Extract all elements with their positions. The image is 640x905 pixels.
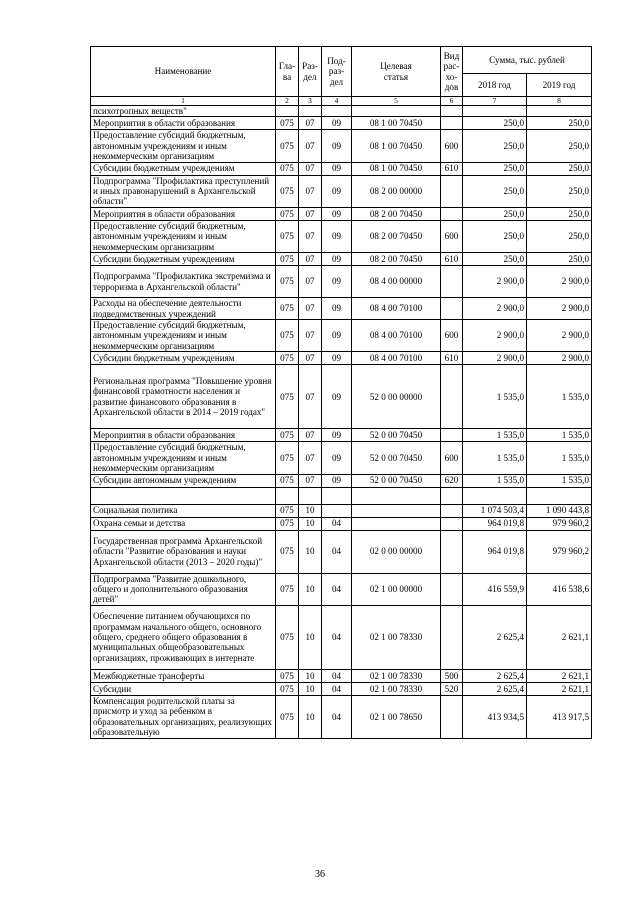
row-2019-value: 2 621,1: [527, 605, 592, 669]
row-name-cell: [91, 487, 276, 504]
row-vid-cell: [441, 207, 463, 220]
row-target-cell: [352, 487, 441, 504]
table-row: [91, 352, 592, 365]
row-2018-value: 2 900,0: [463, 298, 527, 320]
column-number: 8: [527, 97, 592, 106]
table-row: [91, 669, 592, 682]
row-glava-cell: 075: [276, 117, 299, 130]
row-target-cell: 02 1 00 78650: [352, 695, 441, 738]
row-target-cell: [352, 504, 441, 517]
row-target-cell: [352, 106, 441, 117]
row-vid-cell: [441, 605, 463, 669]
row-2019-value: 1 535,0: [527, 442, 592, 474]
row-name-cell: Субсидии бюджетным учреждениям: [91, 253, 276, 266]
row-name-cell: Межбюджетные трансферты: [91, 669, 276, 682]
row-name-cell: Субсидии: [91, 682, 276, 695]
row-vid-cell: [441, 365, 463, 429]
row-vid-cell: 600: [441, 220, 463, 252]
row-2018-value: 2 625,4: [463, 605, 527, 669]
row-podrazdel-cell: 04: [322, 682, 352, 695]
row-razdel-cell: 07: [299, 365, 322, 429]
header-year-2019: 2019 год: [527, 74, 592, 97]
row-razdel-cell: [299, 106, 322, 117]
row-target-cell: 08 2 00 00000: [352, 175, 441, 207]
table-body: [91, 106, 592, 739]
row-podrazdel-cell: 09: [322, 298, 352, 320]
table-row: [91, 175, 592, 207]
row-2019-value: 979 960,2: [527, 517, 592, 530]
row-podrazdel-cell: 04: [322, 695, 352, 738]
row-razdel-cell: 10: [299, 605, 322, 669]
row-2019-value: 1 535,0: [527, 429, 592, 442]
row-2018-value: [463, 106, 527, 117]
table-row: [91, 695, 592, 738]
row-2019-value: 2 900,0: [527, 298, 592, 320]
row-razdel-cell: 07: [299, 162, 322, 175]
row-glava-cell: 075: [276, 517, 299, 530]
row-2019-value: 416 538,6: [527, 573, 592, 605]
row-razdel-cell: 07: [299, 207, 322, 220]
row-razdel-cell: 10: [299, 669, 322, 682]
row-razdel-cell: 10: [299, 573, 322, 605]
row-vid-cell: 600: [441, 130, 463, 162]
row-vid-cell: [441, 530, 463, 573]
row-2019-value: [527, 487, 592, 504]
row-target-cell: 08 1 00 70450: [352, 162, 441, 175]
row-2019-value: 250,0: [527, 130, 592, 162]
row-razdel-cell: 07: [299, 130, 322, 162]
row-2018-value: 250,0: [463, 175, 527, 207]
table-row: [91, 220, 592, 252]
row-name-cell: Компенсация родительской платы за присмотр и уход за ребенком в образовательных организациях, реализующих образовательную: [91, 695, 276, 738]
row-2019-value: 250,0: [527, 175, 592, 207]
row-name-cell: Государственная программа Архангельской области "Развитие образования и науки Архангельской области (2013 – 2020 годы)": [91, 530, 276, 573]
row-vid-cell: [441, 517, 463, 530]
row-target-cell: 08 1 00 70450: [352, 130, 441, 162]
row-glava-cell: [276, 106, 299, 117]
row-glava-cell: 075: [276, 253, 299, 266]
row-vid-cell: [441, 175, 463, 207]
row-razdel-cell: [299, 487, 322, 504]
table-row: [91, 298, 592, 320]
table-row: [91, 106, 592, 117]
row-2018-value: [463, 487, 527, 504]
row-name-cell: Расходы на обеспечение деятельности подведомственных учреждений: [91, 298, 276, 320]
row-2018-value: 964 019,8: [463, 517, 527, 530]
row-vid-cell: [441, 504, 463, 517]
row-glava-cell: 075: [276, 298, 299, 320]
row-2018-value: 2 625,4: [463, 669, 527, 682]
row-vid-cell: [441, 266, 463, 298]
table-row: [91, 474, 592, 487]
row-2018-value: 1 535,0: [463, 365, 527, 429]
row-2018-value: 1 074 503,4: [463, 504, 527, 517]
row-name-cell: Предоставление субсидий бюджетным, автономным учреждениям и иным некоммерческим организациям: [91, 320, 276, 352]
table-row: [91, 605, 592, 669]
row-podrazdel-cell: 04: [322, 605, 352, 669]
row-vid-cell: 600: [441, 320, 463, 352]
row-vid-cell: [441, 695, 463, 738]
row-name-cell: Мероприятия в области образования: [91, 117, 276, 130]
row-target-cell: 52 0 00 70450: [352, 474, 441, 487]
table-row: [91, 573, 592, 605]
row-vid-cell: 610: [441, 162, 463, 175]
row-name-cell: Мероприятия в области образования: [91, 207, 276, 220]
row-vid-cell: 610: [441, 352, 463, 365]
row-2019-value: 1 535,0: [527, 474, 592, 487]
table-row: [91, 207, 592, 220]
row-name-cell: психотропных веществ": [91, 106, 276, 117]
row-target-cell: 52 0 00 70450: [352, 442, 441, 474]
row-glava-cell: 075: [276, 175, 299, 207]
row-glava-cell: 075: [276, 320, 299, 352]
row-name-cell: Предоставление субсидий бюджетным, автономным учреждениям и иным некоммерческим организациям: [91, 220, 276, 252]
row-name-cell: Обеспечение питанием обучающихся по программам начального общего, основного общего, среднего общего образования в муниципальных общеобразовательных организациях, проживающих в интернате: [91, 605, 276, 669]
row-2018-value: 2 900,0: [463, 266, 527, 298]
row-target-cell: 52 0 00 00000: [352, 365, 441, 429]
table-row: [91, 253, 592, 266]
row-podrazdel-cell: 09: [322, 130, 352, 162]
header-target: [352, 47, 441, 97]
row-vid-cell: [441, 117, 463, 130]
row-vid-cell: 520: [441, 682, 463, 695]
row-razdel-cell: 07: [299, 298, 322, 320]
row-2019-value: 250,0: [527, 220, 592, 252]
row-podrazdel-cell: 09: [322, 442, 352, 474]
row-podrazdel-cell: 09: [322, 207, 352, 220]
table-row: [91, 130, 592, 162]
row-name-cell: Охрана семьи и детства: [91, 517, 276, 530]
budget-table: [90, 46, 592, 739]
row-2018-value: 250,0: [463, 130, 527, 162]
row-vid-cell: [441, 487, 463, 504]
row-razdel-cell: 07: [299, 429, 322, 442]
table-row: [91, 442, 592, 474]
row-podrazdel-cell: 09: [322, 320, 352, 352]
row-name-cell: Мероприятия в области образования: [91, 429, 276, 442]
row-glava-cell: 075: [276, 220, 299, 252]
row-2018-value: 1 535,0: [463, 429, 527, 442]
header-podrazdel-text: Под- раз- дел: [327, 55, 346, 87]
row-podrazdel-cell: 09: [322, 474, 352, 487]
row-podrazdel-cell: 09: [322, 429, 352, 442]
table-row: [91, 162, 592, 175]
header-razdel: [299, 47, 322, 97]
row-razdel-cell: 07: [299, 266, 322, 298]
row-name-cell: Субсидии бюджетным учреждениям: [91, 162, 276, 175]
row-podrazdel-cell: 04: [322, 517, 352, 530]
row-razdel-cell: 07: [299, 117, 322, 130]
row-2019-value: 2 900,0: [527, 266, 592, 298]
column-number: 3: [299, 97, 322, 106]
row-target-cell: 08 2 00 70450: [352, 207, 441, 220]
row-podrazdel-cell: 04: [322, 530, 352, 573]
row-target-cell: 02 1 00 00000: [352, 573, 441, 605]
table-row: [91, 504, 592, 517]
row-vid-cell: 600: [441, 442, 463, 474]
row-2018-value: 416 559,9: [463, 573, 527, 605]
row-podrazdel-cell: 09: [322, 266, 352, 298]
row-2018-value: 1 535,0: [463, 442, 527, 474]
row-vid-cell: [441, 106, 463, 117]
row-name-cell: Предоставление субсидий бюджетным, автономным учреждениям и иным некоммерческим организациям: [91, 442, 276, 474]
row-2018-value: 2 900,0: [463, 352, 527, 365]
row-razdel-cell: 10: [299, 517, 322, 530]
column-number: 2: [276, 97, 299, 106]
row-2018-value: 413 934,5: [463, 695, 527, 738]
table-row: [91, 266, 592, 298]
row-2019-value: 1 090 443,8: [527, 504, 592, 517]
column-number: 4: [322, 97, 352, 106]
row-2019-value: 2 900,0: [527, 320, 592, 352]
row-podrazdel-cell: 09: [322, 162, 352, 175]
row-target-cell: 08 4 00 70100: [352, 320, 441, 352]
table-header: [91, 47, 592, 106]
row-podrazdel-cell: 09: [322, 365, 352, 429]
row-target-cell: 08 1 00 70450: [352, 117, 441, 130]
row-2019-value: 250,0: [527, 207, 592, 220]
row-razdel-cell: 10: [299, 530, 322, 573]
row-2019-value: 2 621,1: [527, 682, 592, 695]
row-podrazdel-cell: 09: [322, 220, 352, 252]
row-target-cell: [352, 517, 441, 530]
row-target-cell: 08 4 00 70100: [352, 298, 441, 320]
table-row: [91, 530, 592, 573]
row-razdel-cell: 07: [299, 474, 322, 487]
row-glava-cell: 075: [276, 442, 299, 474]
row-2018-value: 250,0: [463, 220, 527, 252]
row-name-cell: Подпрограмма "Развитие дошкольного, общего и дополнительного образования детей": [91, 573, 276, 605]
row-2018-value: 2 900,0: [463, 320, 527, 352]
header-podrazdel: [322, 47, 352, 97]
row-podrazdel-cell: 04: [322, 573, 352, 605]
row-vid-cell: [441, 573, 463, 605]
row-glava-cell: 075: [276, 429, 299, 442]
row-podrazdel-cell: [322, 504, 352, 517]
row-2019-value: [527, 106, 592, 117]
row-2019-value: 250,0: [527, 253, 592, 266]
row-2019-value: 2 621,1: [527, 669, 592, 682]
row-glava-cell: 075: [276, 474, 299, 487]
row-podrazdel-cell: [322, 487, 352, 504]
row-glava-cell: 075: [276, 530, 299, 573]
row-glava-cell: 075: [276, 605, 299, 669]
table-row: [91, 117, 592, 130]
row-2019-value: 250,0: [527, 162, 592, 175]
row-2019-value: 979 960,2: [527, 530, 592, 573]
row-target-cell: 08 2 00 70450: [352, 253, 441, 266]
row-glava-cell: 075: [276, 669, 299, 682]
row-2018-value: 250,0: [463, 207, 527, 220]
row-2019-value: 2 900,0: [527, 352, 592, 365]
table-row: [91, 487, 592, 504]
row-glava-cell: 075: [276, 207, 299, 220]
row-target-cell: 02 1 00 78330: [352, 605, 441, 669]
row-glava-cell: 075: [276, 365, 299, 429]
header-vid-text: Вид рас- хо- дов: [443, 50, 460, 92]
row-razdel-cell: 10: [299, 504, 322, 517]
row-vid-cell: 610: [441, 253, 463, 266]
row-2018-value: 2 625,4: [463, 682, 527, 695]
row-target-cell: 08 2 00 70450: [352, 220, 441, 252]
row-podrazdel-cell: [322, 106, 352, 117]
row-podrazdel-cell: 04: [322, 669, 352, 682]
row-vid-cell: 500: [441, 669, 463, 682]
row-name-cell: Субсидии бюджетным учреждениям: [91, 352, 276, 365]
column-number: 5: [352, 97, 441, 106]
column-number: 1: [91, 97, 276, 106]
header-name: Наименование: [91, 47, 276, 97]
row-razdel-cell: 07: [299, 220, 322, 252]
header-vid: [441, 47, 463, 97]
row-podrazdel-cell: 09: [322, 253, 352, 266]
row-name-cell: Подпрограмма "Профилактика экстремизма и терроризма в Архангельской области": [91, 266, 276, 298]
row-podrazdel-cell: 09: [322, 352, 352, 365]
table-row: [91, 517, 592, 530]
row-vid-cell: [441, 298, 463, 320]
row-glava-cell: 075: [276, 352, 299, 365]
header-glava-text: Гла- ва: [278, 61, 296, 82]
row-glava-cell: 075: [276, 162, 299, 175]
row-target-cell: 02 1 00 78330: [352, 669, 441, 682]
row-glava-cell: 075: [276, 130, 299, 162]
column-number: 6: [441, 97, 463, 106]
row-glava-cell: 075: [276, 266, 299, 298]
row-target-cell: 02 1 00 78330: [352, 682, 441, 695]
column-numbers-row: [91, 97, 592, 106]
row-2018-value: 964 019,8: [463, 530, 527, 573]
row-2018-value: 1 535,0: [463, 474, 527, 487]
row-name-cell: Региональная программа "Повышение уровня финансовой грамотности населения и развитие финансового образования в Архангельской области в 2014 – 2019 годах": [91, 365, 276, 429]
row-name-cell: Субсидии автономным учреждениям: [91, 474, 276, 487]
row-vid-cell: [441, 429, 463, 442]
header-sum: Сумма, тыс. рублей: [463, 47, 592, 74]
table-row: [91, 429, 592, 442]
row-name-cell: Подпрограмма "Профилактика преступлений и иных правонарушений в Архангельской области": [91, 175, 276, 207]
row-razdel-cell: 07: [299, 320, 322, 352]
table-row: [91, 365, 592, 429]
row-vid-cell: 620: [441, 474, 463, 487]
column-number: 7: [463, 97, 527, 106]
row-glava-cell: 075: [276, 573, 299, 605]
header-target-text: Целевая статья: [380, 61, 412, 82]
row-glava-cell: [276, 487, 299, 504]
row-target-cell: 52 0 00 70450: [352, 429, 441, 442]
row-razdel-cell: 10: [299, 682, 322, 695]
row-podrazdel-cell: 09: [322, 117, 352, 130]
row-2019-value: 413 917,5: [527, 695, 592, 738]
row-2018-value: 250,0: [463, 253, 527, 266]
row-razdel-cell: 07: [299, 352, 322, 365]
row-glava-cell: 075: [276, 682, 299, 695]
page-number: 36: [315, 869, 325, 880]
table-row: [91, 320, 592, 352]
header-year-2018: 2018 год: [463, 74, 527, 97]
row-razdel-cell: 07: [299, 442, 322, 474]
row-name-cell: Предоставление субсидий бюджетным, автономным учреждениям и иным некоммерческим организациям: [91, 130, 276, 162]
row-2018-value: 250,0: [463, 117, 527, 130]
row-2018-value: 250,0: [463, 162, 527, 175]
row-razdel-cell: 07: [299, 175, 322, 207]
header-razdel-text: Раз- дел: [302, 61, 318, 82]
header-glava: [276, 47, 299, 97]
row-glava-cell: 075: [276, 504, 299, 517]
row-name-cell: Социальная политика: [91, 504, 276, 517]
row-target-cell: 08 4 00 70100: [352, 352, 441, 365]
row-target-cell: 02 0 00 00000: [352, 530, 441, 573]
row-2019-value: 1 535,0: [527, 365, 592, 429]
row-glava-cell: 075: [276, 695, 299, 738]
row-target-cell: 08 4 00 00000: [352, 266, 441, 298]
row-razdel-cell: 07: [299, 253, 322, 266]
row-podrazdel-cell: 09: [322, 175, 352, 207]
row-2019-value: 250,0: [527, 117, 592, 130]
row-razdel-cell: 10: [299, 695, 322, 738]
table-row: [91, 682, 592, 695]
